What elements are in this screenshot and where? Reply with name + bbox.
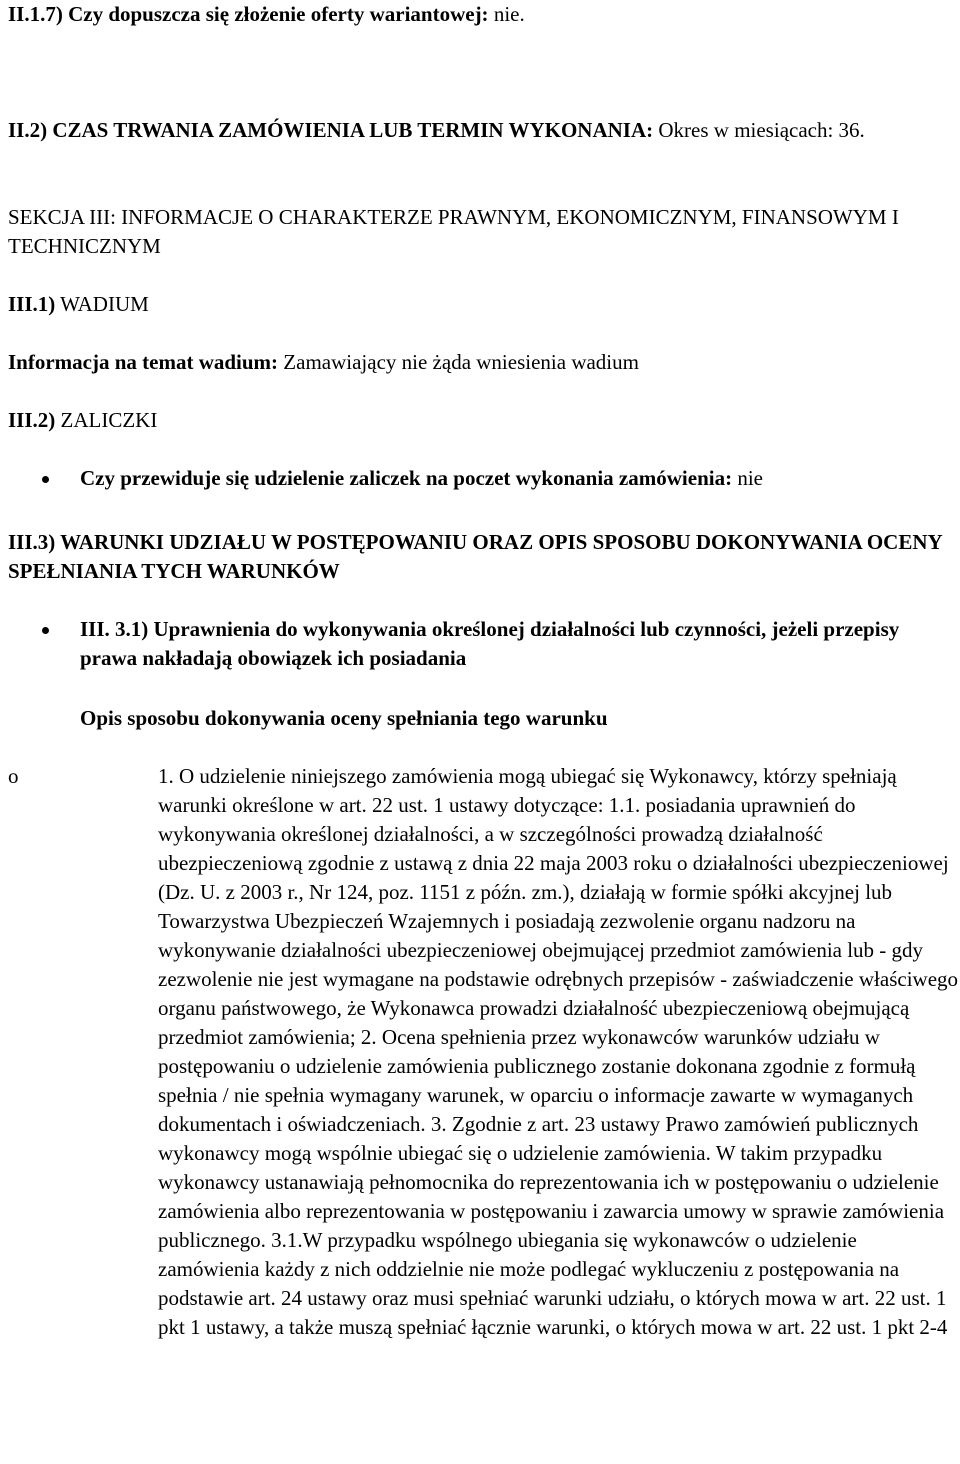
section-iii-1 (8, 290, 953, 319)
wadium-label: Informacja na temat wadium: (8, 350, 279, 374)
wadium-value: Zamawiający nie żąda wniesienia wadium (278, 350, 639, 374)
section-iii-3-heading (8, 528, 953, 586)
zaliczki-label: Czy przewiduje się udzielenie zaliczek na poczet wykonania zamówienia: (80, 466, 733, 490)
section-ii-1-7-heading: II.1.7) Czy dopuszcza się złożenie oferty wariantowej: (8, 2, 489, 26)
section-iii-2-heading: III.2) (8, 408, 56, 432)
section-iii-3-1-heading: III. 3.1) Uprawnienia do wykonywania określonej działalności lub czynności, jeżeli przepisy prawa nakładają obowiązek ich posiadania (80, 617, 900, 670)
opis-body-item (8, 762, 959, 1342)
opis-heading-text: Opis sposobu dokonywania oceny spełniania tego warunku (80, 706, 608, 730)
bullet-dot-icon (42, 627, 49, 634)
section-ii-1-7-value: nie. (488, 2, 525, 26)
opis-body-text: 1. O udzielenie niniejszego zamówienia mogą ubiegać się Wykonawcy, którzy spełniają warunki określone w art. 22 ust. 1 ustawy dotyczące: 1.1. posiadania uprawnień do wykonywania określonej działalności, a w szczególności prowadzą działalność ubezpieczeniową zgodnie z ustawą z dnia 22 maja 2003 roku o działalności ubezpieczeniowej (Dz. U. z 2003 r., Nr 124, poz. 1151 z późn. zm.), działają w formie spółki akcyjnej lub Towarzystwa Ubezpieczeń Wzajemnych i posiadają zezwolenie organu nadzoru na wykonywanie działalności ubezpieczeniowej obejmującej przedmiot zamówienia lub - gdy zezwolenie nie jest wymagane na podstawie odrębnych przepisów - zaświadczenie właściwego organu państwowego, że Wykonawca prowadzi działalność ubezpieczeniową obejmującą przedmiot zamówienia; 2. Ocena spełnienia przez wykonawców warunków udziału w postępowaniu o udzielenie zamówienia publicznego zostanie dokonana zgodnie z formułą spełnia / nie spełnia wymagany warunek, w oparciu o informacje zawarte w wymaganych dokumentach i oświadczeniach. 3. Zgodnie z art. 23 ustawy Prawo zamówień publicznych wykonawcy mogą wspólnie ubiegać się o udzielenie zamówienia. W takim przypadku wykonawcy ustanawiają pełnomocnika do reprezentowania ich w postępowaniu o udzielenie zamówienia albo reprezentowania w postępowaniu i zawarcia umowy w sprawie zamówienia publicznego. 3.1.W przypadku wspólnego ubiegania się wykonawców o udzielenie zamówienia każdy z nich oddzielnie nie może podlegać wykluczeniu z postępowania na podstawie art. 24 ustawy oraz musi spełniać warunki udziału, o których mowa w art. 22 ust. 1 pkt 1 ustawy, a także muszą spełniać łącznie warunki, o których mowa w art. 22 ust. 1 pkt 2-4 (158, 764, 959, 1339)
zaliczki-bullet-item (80, 464, 950, 493)
section-ii-2-heading: II.2) CZAS TRWANIA ZAMÓWIENIA LUB TERMIN WYKONANIA: (8, 118, 654, 142)
section-iii-title: SEKCJA III: INFORMACJE O CHARAKTERZE PRAWNYM, EKONOMICZNYM, FINANSOWYM I TECHNICZNYM (8, 205, 899, 258)
section-iii-1-heading: III.1) (8, 292, 56, 316)
zaliczki-value: nie (732, 466, 763, 490)
section-iii-2 (8, 406, 953, 435)
section-ii-1-7 (8, 0, 953, 29)
section-iii-3-heading-text: III.3) WARUNKI UDZIAŁU W POSTĘPOWANIU ORAZ OPIS SPOSOBU DOKONYWANIA OCENY SPEŁNIANIA TYCH WARUNKÓW (8, 530, 942, 583)
section-iii-2-value: ZALICZKI (55, 408, 158, 432)
bullet-dot-icon (42, 476, 49, 483)
section-ii-2 (8, 116, 953, 145)
section-iii-3-1-bullet-item (80, 615, 950, 673)
wadium-info (8, 348, 953, 377)
circle-bullet-icon: o (8, 764, 19, 788)
section-ii-2-value: Okres w miesiącach: 36. (653, 118, 865, 142)
section-iii-1-value: WADIUM (55, 292, 149, 316)
opis-heading (80, 704, 950, 733)
